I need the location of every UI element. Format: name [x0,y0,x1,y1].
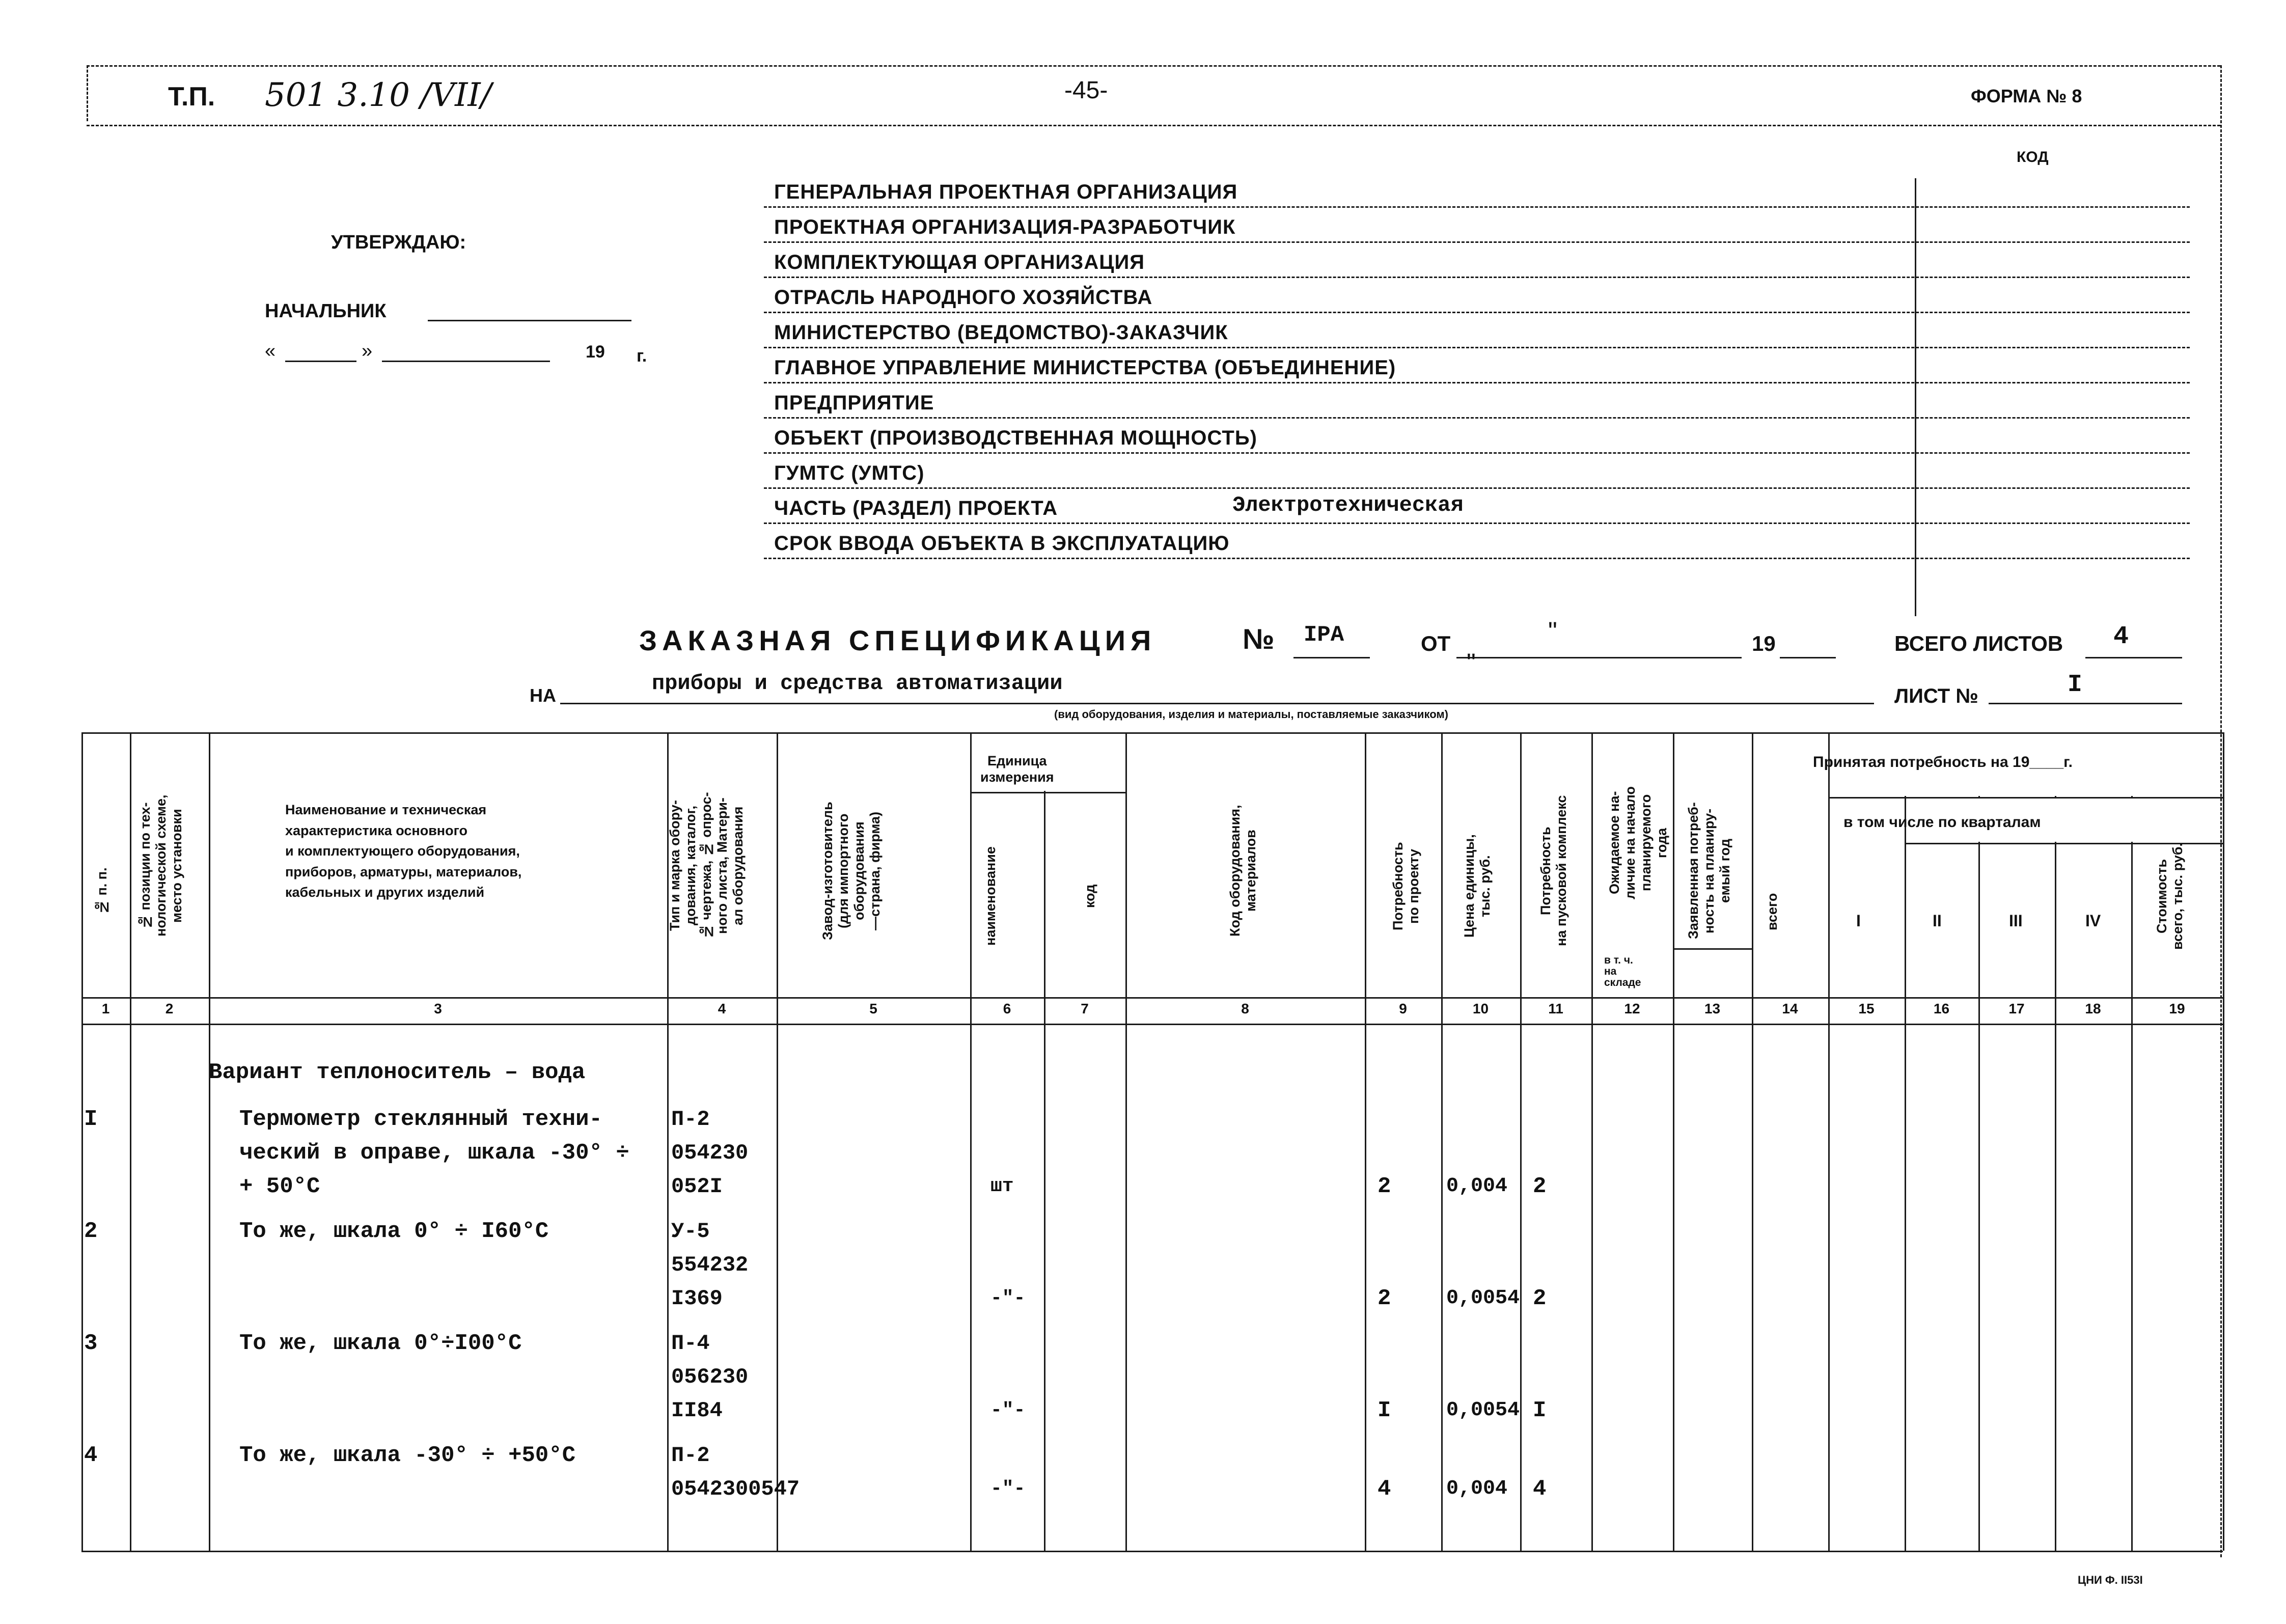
row-name: То же, шкала 0° ÷ I60°С [239,1219,549,1244]
org-label: ПРОЕКТНАЯ ОРГАНИЗАЦИЯ-РАЗРАБОТЧИК [774,216,1236,238]
total-sheets-line [2085,657,2182,658]
org-field-line [764,312,2190,313]
column-number: 7 [1081,1001,1089,1016]
unit-group-divider [970,792,1125,793]
org-label: МИНИСТЕРСТВО (ВЕДОМСТВО)-ЗАКАЗЧИК [774,321,1228,344]
org-field-line [764,382,2190,383]
date-quote-open: « [265,340,276,362]
table-col-divider-1 [81,732,83,1551]
table-col-divider-13 [1673,732,1674,1551]
table-col-divider-3 [209,732,210,1551]
row-number: 2 [84,1219,98,1244]
date-year-suffix: г. [637,346,647,366]
approve-label: УТВЕРЖДАЮ: [331,232,466,253]
header-cost: Стоимость всего, тыс. руб. [2154,843,2186,950]
row-unit: -"- [990,1478,1026,1500]
column-number: 8 [1241,1001,1249,1016]
section-title: Вариант теплоноситель – вода [209,1060,586,1085]
org-label: ОБЪЕКТ (ПРОИЗВОДСТВЕННАЯ МОЩНОСТЬ) [774,427,1257,449]
header-row-number: № п. п. [94,867,109,915]
row-number: 3 [84,1331,98,1356]
table-col-divider-11 [1520,732,1522,1551]
row-name: То же, шкала 0°÷I00°С [239,1331,522,1356]
numbers-bottom-border [81,1024,2223,1025]
header-need-start: Потребность на пусковой комплекс [1538,795,1569,947]
org-label: ГЕНЕРАЛЬНАЯ ПРОЕКТНАЯ ОРГАНИЗАЦИЯ [774,181,1238,203]
table-col-divider-18 [2055,732,2056,1551]
row-name: Термометр стеклянный техни- ческий в оправе, шкала -30° ÷ + 50°С [239,1107,629,1199]
org-field-line [764,241,2190,243]
table-col-divider-9 [1365,732,1366,1551]
org-label: КОМПЛЕКТУЮЩАЯ ОРГАНИЗАЦИЯ [774,251,1145,273]
table-col-divider-17 [1978,732,1980,1551]
spec-number-line [1293,657,1370,658]
footer-stamp: ЦНИ Ф. II53I [2078,1574,2143,1586]
spec-from-label: ОТ [1421,631,1451,655]
row-need: I [1378,1398,1391,1423]
row-type: У-5 554232 I369 [671,1219,749,1311]
spec-subject-line [560,703,1874,704]
header-type: Тип и марка обору- дования, каталог, № чертежа, № опрос- ного листа, Матери- ал оборудования [667,792,746,940]
row-type: П-2 054230 052I [671,1107,749,1199]
spec-number-label: № [1243,623,1275,655]
header-name: Наименование и техническая характеристика основного и комплектующего оборудования, приборов, арматуры, материалов, кабельных и других изделий [285,802,522,900]
doc-label: Т.П. [168,82,215,112]
org-label: ПРЕДПРИЯТИЕ [774,392,934,414]
table-col-divider-16 [1905,732,1906,1551]
org-field-line [764,452,2190,454]
spec-year: 19 [1752,631,1776,655]
table-col-divider-6 [970,732,972,1551]
chief-signature-line [428,320,631,321]
header-accepted-need: Принятая потребность на 19____г. [1813,754,2073,770]
date-year: 19 [586,342,605,362]
row-start-complex: 2 [1533,1286,1547,1311]
table-col-divider-20 [2223,732,2224,1551]
table-col-divider-14 [1752,732,1753,1551]
row-name: То же, шкала -30° ÷ +50°С [239,1443,576,1468]
header-equipment-code: Код оборудования, материалов [1227,805,1259,937]
org-value: Электротехническая [1232,493,1464,517]
org-field-line [764,417,2190,419]
row-type: П-2 0542300547 [671,1443,800,1501]
column-number: 3 [434,1001,442,1016]
table-bottom-border [81,1551,2223,1552]
spec-number: IPA [1304,622,1344,648]
left-frame-line [87,65,88,121]
form-label: ФОРМА № 8 [1971,86,2082,106]
header-q4: IV [2085,912,2101,930]
column-number: 16 [1933,1001,1950,1016]
header-in-stock: в т. ч. на складе [1604,954,1641,989]
column-number: 19 [2169,1001,2185,1016]
column-number: 6 [1003,1001,1011,1016]
spec-subject-caption: (вид оборудования, изделия и материалы, поставляемые заказчиком) [1054,708,1449,721]
spec-title: ЗАКАЗНАЯ СПЕЦИФИКАЦИЯ [639,624,1156,656]
date-month-line [382,361,550,362]
row-number: I [84,1107,98,1132]
doc-number: 501 3.10 /VII/ [265,76,492,114]
spec-quote-1: " [1548,617,1557,645]
header-q1: I [1856,912,1861,930]
table-col-divider-10 [1441,732,1443,1551]
table-col-divider-5 [777,732,778,1551]
org-field-line [764,522,2190,524]
header-bottom-border [81,997,2223,999]
header-total: всего [1765,893,1780,930]
spec-subject: приборы и средства автоматизации [652,671,1063,696]
column-number: 4 [718,1001,726,1016]
row-unit: -"- [990,1399,1026,1421]
spec-year-line [1780,657,1836,658]
org-field-line [764,487,2190,489]
header-unit-name: наименование [983,846,998,946]
sheet-label: ЛИСТ № [1894,685,1978,707]
column-number: 9 [1399,1001,1407,1016]
spec-quote-2: " [1467,648,1476,677]
column-number: 2 [165,1001,174,1016]
org-label: ГЛАВНОЕ УПРАВЛЕНИЕ МИНИСТЕРСТВА (ОБЪЕДИНЕНИЕ) [774,356,1396,379]
code-label: КОД [2017,149,2049,166]
column-number: 18 [2085,1001,2101,1016]
spec-date-line [1456,657,1742,658]
header-unit-price: Цена единицы, тыс. руб. [1462,834,1493,938]
header-need-project: Потребность по проекту [1390,842,1422,930]
total-sheets: 4 [2113,622,2129,651]
header-declared: Заявленная потреб- ность на планиру- емый год [1686,802,1733,940]
table-col-divider-8 [1125,732,1127,1551]
row-price: 0,004 [1446,1175,1508,1198]
header-unit-code: код [1082,884,1097,909]
spec-on-label: НА [530,685,556,706]
org-label: ЧАСТЬ (РАЗДЕЛ) ПРОЕКТА [774,497,1058,519]
column-number: 14 [1782,1001,1798,1016]
chief-label: НАЧАЛЬНИК [265,300,387,322]
code-column-divider [1915,178,1916,616]
column-number: 10 [1472,1001,1489,1016]
row-need: 2 [1378,1286,1391,1311]
org-label: ОТРАСЛЬ НАРОДНОГО ХОЗЯЙСТВА [774,286,1153,309]
column-number: 12 [1624,1001,1640,1016]
row-type: П-4 056230 II84 [671,1331,749,1423]
table-col-divider-15 [1828,732,1830,1551]
date-quote-close: » [362,340,373,362]
total-sheets-label: ВСЕГО ЛИСТОВ [1894,631,2063,655]
header-q2: II [1933,912,1942,930]
top-frame-line [87,65,2220,67]
header-unit-group: Единица измерения [980,753,1054,785]
table-col-divider-19 [2131,732,2133,1551]
org-label: ГУМТС (УМТС) [774,462,925,484]
column-number: 17 [2008,1001,2025,1016]
org-field-line [764,558,2190,559]
org-field-line [764,206,2190,208]
page-number: -45- [1064,77,1108,104]
row-price: 0,0054 [1446,1287,1520,1310]
sheet-number-line [1989,703,2182,704]
right-frame-line [2220,65,2222,1557]
header-manufacturer: Завод-изготовитель (для импортного оборудования —страна, фирма) [820,802,883,940]
org-field-line [764,277,2190,278]
column-number: 1 [101,1001,110,1016]
row-start-complex: 2 [1533,1174,1547,1199]
header-quarters: в том числе по кварталам [1843,814,2041,831]
sheet-number: I [2068,671,2082,699]
header-position: № позиции по тех- нологической схеме, место установки [137,794,185,937]
header-q3: III [2009,912,2023,930]
row-price: 0,004 [1446,1477,1508,1500]
table-col-divider-2 [130,732,131,1551]
row-need: 4 [1378,1476,1391,1502]
row-need: 2 [1378,1174,1391,1199]
row-unit: -"- [990,1287,1026,1309]
column-number: 15 [1858,1001,1875,1016]
table-col-divider-7 [1044,732,1045,1551]
header-expected: Ожидаемое на- личие на начало планируемого года [1607,786,1670,899]
row-start-complex: I [1533,1398,1547,1423]
org-label: СРОК ВВОДА ОБЪЕКТА В ЭКСПЛУАТАЦИЮ [774,532,1230,555]
header-separator [87,125,2220,126]
row-start-complex: 4 [1533,1476,1547,1502]
row-number: 4 [84,1443,98,1468]
column-number: 11 [1548,1001,1563,1016]
org-field-line [764,347,2190,348]
date-day-line [285,361,356,362]
column-number: 13 [1704,1001,1721,1016]
column-number: 5 [869,1001,877,1016]
row-price: 0,0054 [1446,1399,1520,1422]
table-col-divider-12 [1591,732,1593,1551]
row-unit: шт [990,1175,1014,1197]
